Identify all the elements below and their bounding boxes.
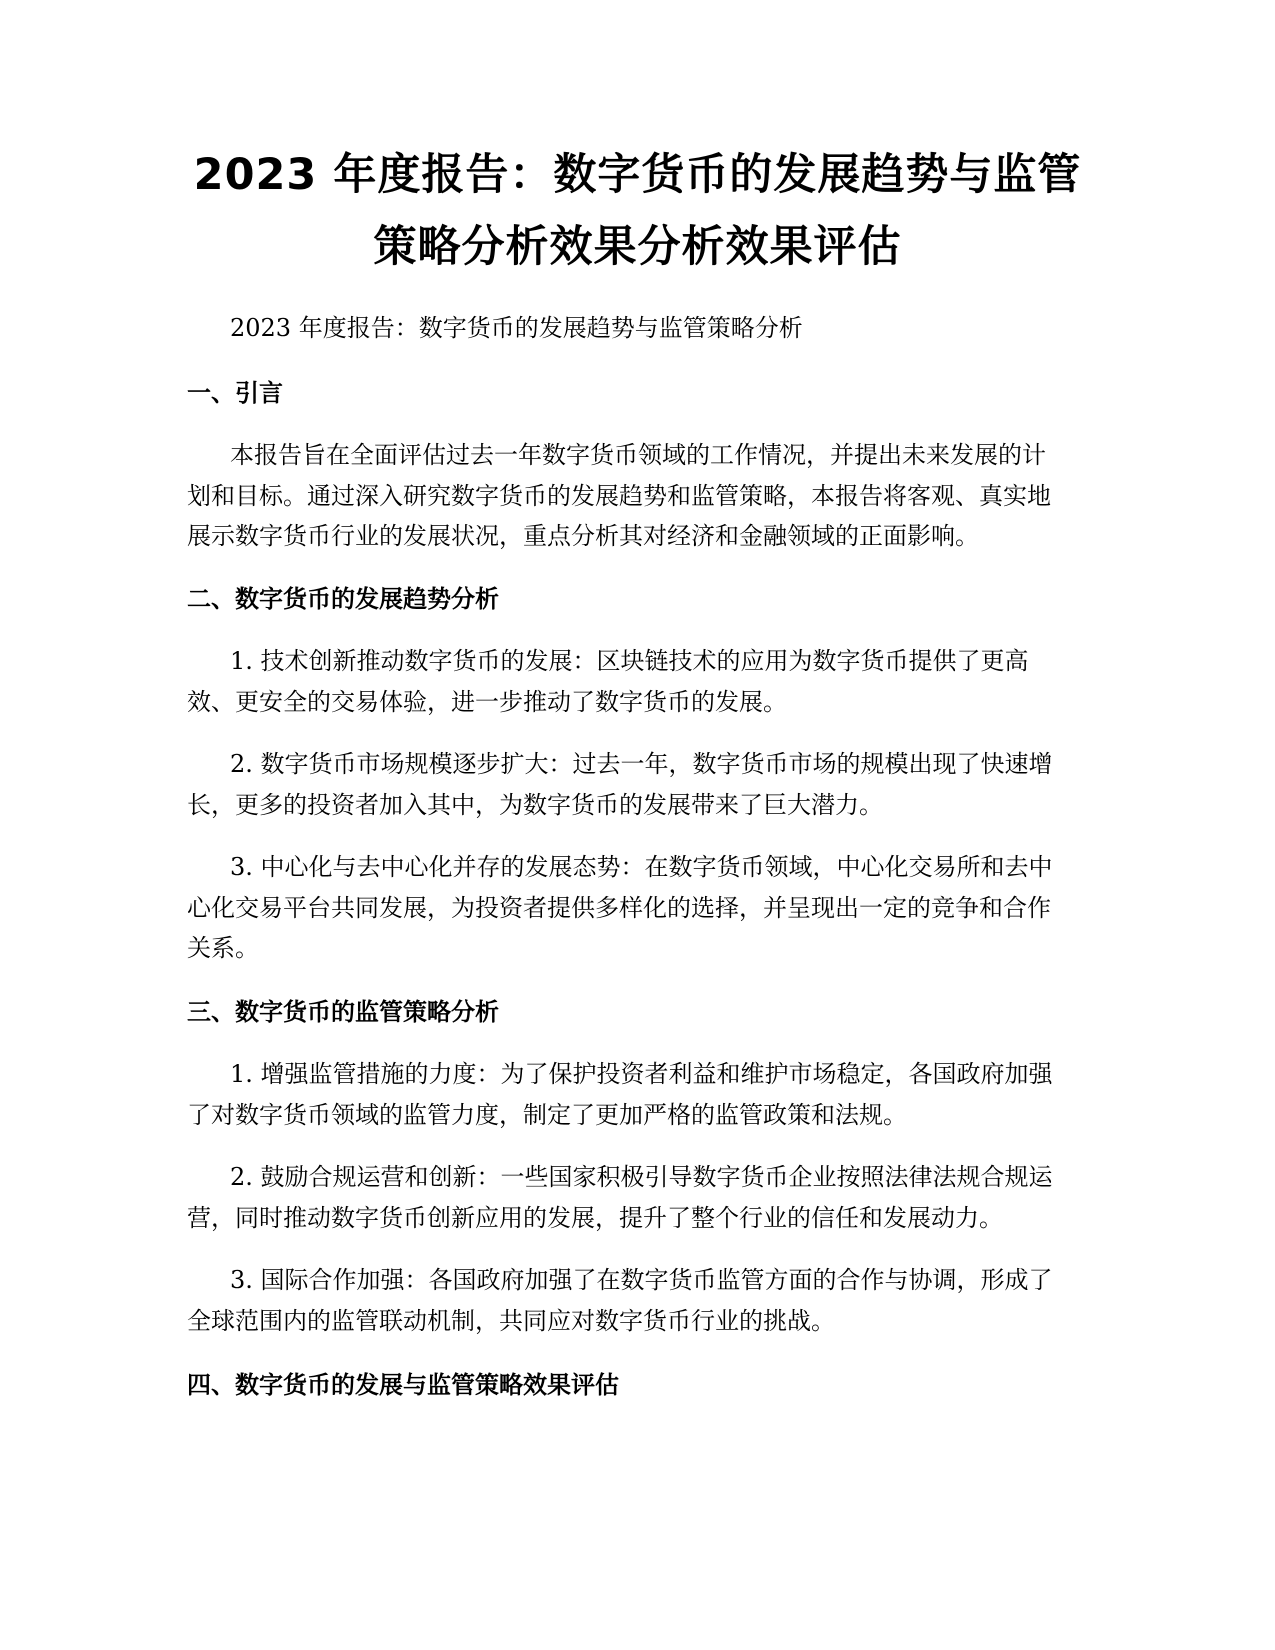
paragraph-line: 1. 技术创新推动数字货币的发展：区块链技术的应用为数字货币提供了更高: [230, 647, 1029, 675]
document-subtitle: 2023 年度报告：数字货币的发展趋势与监管策略分析: [230, 314, 803, 342]
section-heading-regulatory-strategy: 三、数字货币的监管策略分析: [187, 998, 499, 1026]
paragraph-line: 关系。: [187, 934, 259, 962]
paragraph-line: 了对数字货币领域的监管力度，制定了更加严格的监管政策和法规。: [187, 1101, 907, 1129]
paragraph-line: 2. 鼓励合规运营和创新：一些国家积极引导数字货币企业按照法律法规合规运: [230, 1163, 1053, 1191]
paragraph-line: 效、更安全的交易体验，进一步推动了数字货币的发展。: [187, 688, 787, 716]
paragraph-line: 营，同时推动数字货币创新应用的发展，提升了整个行业的信任和发展动力。: [187, 1204, 1003, 1232]
section-heading-development-trends: 二、数字货币的发展趋势分析: [187, 585, 499, 613]
document-title-line-1: 2023 年度报告：数字货币的发展趋势与监管: [193, 150, 1082, 200]
paragraph-line: 本报告旨在全面评估过去一年数字货币领域的工作情况，并提出未来发展的计: [230, 441, 1046, 469]
paragraph-line: 心化交易平台共同发展，为投资者提供多样化的选择，并呈现出一定的竞争和合作: [187, 894, 1051, 922]
paragraph-line: 划和目标。通过深入研究数字货币的发展趋势和监管策略，本报告将客观、真实地: [187, 482, 1051, 510]
paragraph-line: 3. 国际合作加强：各国政府加强了在数字货币监管方面的合作与协调，形成了: [230, 1266, 1053, 1294]
paragraph-line: 1. 增强监管措施的力度：为了保护投资者利益和维护市场稳定，各国政府加强: [230, 1060, 1053, 1088]
section-heading-effect-evaluation: 四、数字货币的发展与监管策略效果评估: [187, 1371, 619, 1399]
paragraph-line: 3. 中心化与去中心化并存的发展态势：在数字货币领域，中心化交易所和去中: [230, 853, 1053, 881]
section-heading-introduction: 一、引言: [187, 379, 283, 407]
paragraph-line: 长，更多的投资者加入其中，为数字货币的发展带来了巨大潜力。: [187, 791, 883, 819]
paragraph-line: 2. 数字货币市场规模逐步扩大：过去一年，数字货币市场的规模出现了快速增: [230, 750, 1053, 778]
paragraph-line: 展示数字货币行业的发展状况，重点分析其对经济和金融领域的正面影响。: [187, 522, 979, 550]
paragraph-line: 全球范围内的监管联动机制，共同应对数字货币行业的挑战。: [187, 1307, 835, 1335]
document-title-line-2: 策略分析效果分析效果评估: [373, 222, 902, 272]
